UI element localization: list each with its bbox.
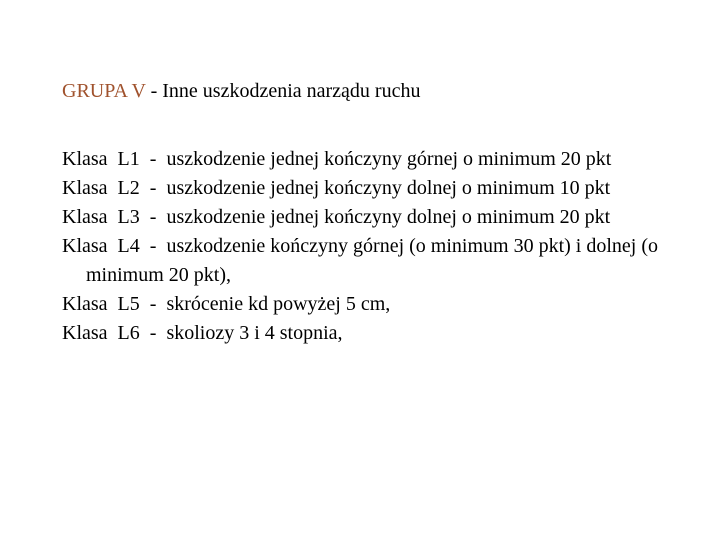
class-description: uszkodzenie jednej kończyny dolnej o minimum 20 pkt (166, 206, 611, 228)
class-description: uszkodzenie kończyny górnej (o minimum 30 pkt) i dolnej (o minimum 20 pkt), (86, 235, 658, 286)
class-separator: - (139, 235, 167, 257)
class-description: uszkodzenie jednej kończyny dolnej o minimum 10 pkt (166, 177, 611, 199)
class-code: Klasa L1 (62, 148, 140, 170)
class-code: Klasa L6 (62, 322, 140, 344)
class-code: Klasa L5 (62, 293, 140, 315)
class-item-l2 (62, 174, 658, 203)
class-item-l4 (62, 232, 658, 290)
class-item-l3 (62, 203, 658, 232)
group-title: Inne uszkodzenia narządu ruchu (162, 80, 421, 102)
class-separator: - (139, 322, 167, 344)
class-code: Klasa L4 (62, 235, 140, 257)
class-separator: - (139, 177, 167, 199)
class-item-l6 (62, 319, 658, 348)
class-list (62, 145, 658, 348)
class-description: skoliozy 3 i 4 stopnia, (166, 322, 343, 344)
class-separator: - (139, 206, 167, 228)
slide-heading (62, 76, 420, 106)
class-item-l1 (62, 145, 658, 174)
class-code: Klasa L3 (62, 206, 140, 228)
group-label: GRUPA V (62, 80, 146, 102)
class-separator: - (139, 293, 167, 315)
class-item-l5 (62, 290, 658, 319)
class-description: skrócenie kd powyżej 5 cm, (166, 293, 391, 315)
heading-separator: - (145, 80, 163, 102)
class-code: Klasa L2 (62, 177, 140, 199)
class-description: uszkodzenie jednej kończyny górnej o minimum 20 pkt (166, 148, 612, 170)
class-separator: - (139, 148, 167, 170)
